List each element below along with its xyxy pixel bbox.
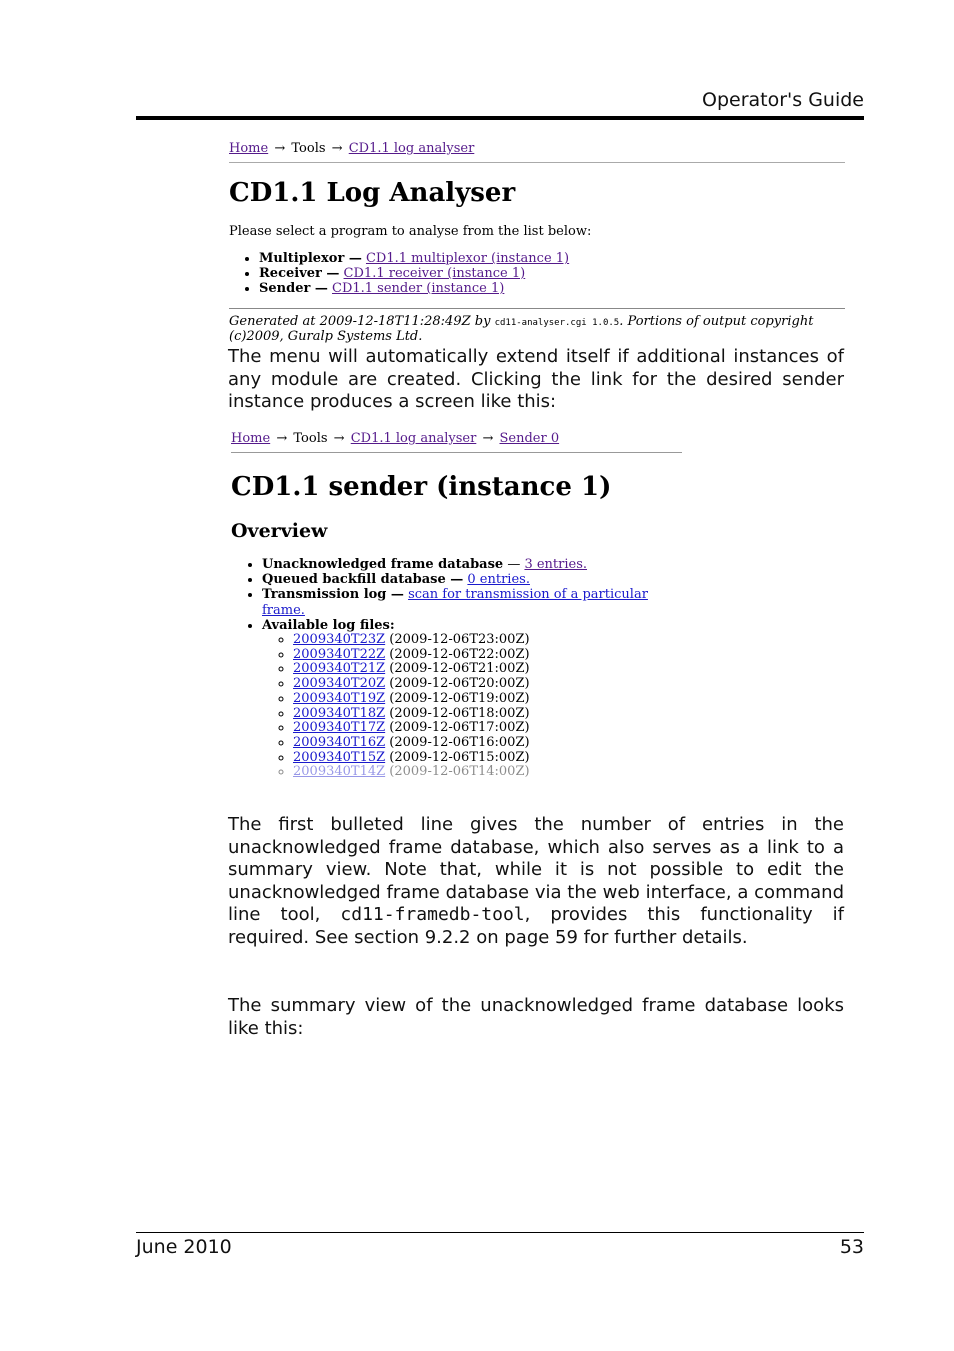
- para-text: , provides this functionality if required. See section 9.2.2 on page 59 for further details.: [228, 904, 844, 948]
- breadcrumb-tools: Tools: [291, 141, 326, 156]
- log-file-item: [293, 765, 691, 780]
- log-file-time: (2009-12-06T23:00Z): [389, 632, 530, 648]
- breadcrumb-home-link[interactable]: Home: [231, 431, 271, 446]
- log-file-item: [293, 736, 691, 751]
- log-file-link[interactable]: 2009340T21Z: [293, 661, 386, 677]
- header-rule: [136, 116, 864, 120]
- log-file-time: (2009-12-06T19:00Z): [389, 690, 530, 706]
- sender-instance-screenshot: [231, 430, 691, 780]
- list-item: [259, 281, 845, 296]
- list-item: [262, 557, 691, 572]
- section-heading: Overview: [231, 520, 328, 542]
- footer-date: June 2010: [136, 1236, 232, 1258]
- divider: [231, 452, 682, 453]
- item-sep: —: [503, 557, 525, 572]
- receiver-link[interactable]: CD1.1 receiver (instance 1): [343, 266, 526, 281]
- generated-tool: cd11-analyser.cgi 1.0.5: [494, 318, 620, 328]
- breadcrumb-home-link[interactable]: Home: [229, 141, 269, 156]
- log-file-time: (2009-12-06T22:00Z): [389, 646, 530, 662]
- breadcrumb-arrow: →: [331, 141, 343, 156]
- list-item: [262, 572, 691, 587]
- log-file-item: [293, 692, 691, 707]
- transmission-scan-link[interactable]: scan for transmission of a particular frame.: [262, 587, 648, 618]
- running-header-title: Operator's Guide: [701, 89, 864, 111]
- log-file-item: [293, 662, 691, 677]
- command-tool-name: cd11-framedb-tool: [340, 904, 525, 926]
- list-item: [262, 618, 691, 780]
- logs-label: Available log files:: [262, 617, 395, 633]
- breadcrumb-arrow: →: [333, 431, 345, 446]
- unack-entries-link[interactable]: 3 entries.: [524, 557, 588, 572]
- item-label: Sender —: [259, 281, 328, 296]
- page-title: CD1.1 Log Analyser: [229, 178, 516, 208]
- item-label: Receiver —: [259, 266, 340, 281]
- list-item: [259, 266, 845, 281]
- log-file-time: (2009-12-06T14:00Z): [389, 764, 530, 780]
- page-title: CD1.1 sender (instance 1): [231, 472, 612, 502]
- breadcrumb-arrow: →: [276, 431, 288, 446]
- list-item: [259, 251, 845, 266]
- breadcrumb: [231, 430, 691, 448]
- breadcrumb-tools: Tools: [293, 431, 328, 446]
- breadcrumb: [229, 140, 845, 158]
- log-file-link[interactable]: 2009340T14Z: [293, 764, 386, 780]
- paragraph-first-bullet: [228, 814, 844, 950]
- paragraph-menu-extend: The menu will automatically extend itself if additional instances of any module are created. Clicking the link for the desired sender instance produces a screen like this:: [228, 346, 844, 413]
- log-file-time: (2009-12-06T18:00Z): [389, 705, 530, 721]
- log-file-item: [293, 633, 691, 648]
- para-text: The first bulleted line gives the number of entries in the unacknowledged frame database, which also serves as a link to a summary view. Note that, while it is not possible to edit the unacknowledged frame database via the web interface, a command line tool,: [228, 814, 844, 926]
- log-file-item: [293, 751, 691, 766]
- log-file-time: (2009-12-06T15:00Z): [389, 749, 530, 765]
- breadcrumb-arrow: →: [482, 431, 494, 446]
- generated-note: [229, 315, 845, 344]
- log-analyser-screenshot: [229, 140, 845, 344]
- log-file-time: (2009-12-06T21:00Z): [389, 661, 530, 677]
- log-file-link[interactable]: 2009340T22Z: [293, 646, 386, 662]
- log-file-link[interactable]: 2009340T23Z: [293, 632, 386, 648]
- log-file-item: [293, 648, 691, 663]
- log-file-time: (2009-12-06T17:00Z): [389, 720, 530, 736]
- list-item: [262, 587, 691, 617]
- log-file-link[interactable]: 2009340T15Z: [293, 749, 386, 765]
- item-label: Unacknowledged frame database: [262, 557, 504, 572]
- program-list: [229, 251, 845, 296]
- breadcrumb-arrow: →: [274, 141, 286, 156]
- log-file-list: [262, 633, 691, 780]
- item-label: Multiplexor —: [259, 251, 362, 266]
- generated-prefix: Generated at 2009-12-18T11:28:49Z by: [229, 314, 491, 329]
- backfill-entries-link[interactable]: 0 entries.: [467, 572, 530, 588]
- log-file-link[interactable]: 2009340T17Z: [293, 720, 386, 736]
- log-file-time: (2009-12-06T20:00Z): [389, 676, 530, 692]
- breadcrumb-sender-link[interactable]: Sender 0: [499, 431, 560, 446]
- footer-rule: [136, 1232, 864, 1233]
- item-label: Queued backfill database —: [262, 572, 464, 588]
- divider: [229, 162, 845, 163]
- log-file-link[interactable]: 2009340T18Z: [293, 705, 386, 721]
- overview-list: [231, 557, 691, 780]
- log-file-item: [293, 721, 691, 736]
- log-file-item: [293, 707, 691, 722]
- log-file-link[interactable]: 2009340T16Z: [293, 734, 386, 750]
- breadcrumb-analyser-link[interactable]: CD1.1 log analyser: [350, 431, 477, 446]
- paragraph-summary-view: The summary view of the unacknowledged frame database looks like this:: [228, 995, 844, 1039]
- log-file-link[interactable]: 2009340T19Z: [293, 690, 386, 706]
- page-number: 53: [839, 1236, 864, 1258]
- item-label: Transmission log —: [262, 587, 404, 603]
- multiplexor-link[interactable]: CD1.1 multiplexor (instance 1): [365, 251, 570, 266]
- breadcrumb-analyser-link[interactable]: CD1.1 log analyser: [348, 141, 475, 156]
- log-file-item: [293, 677, 691, 692]
- log-file-time: (2009-12-06T16:00Z): [389, 734, 530, 750]
- sender-link[interactable]: CD1.1 sender (instance 1): [332, 281, 505, 296]
- divider: [229, 308, 845, 309]
- intro-text: Please select a program to analyse from the list below:: [229, 224, 592, 239]
- log-file-link[interactable]: 2009340T20Z: [293, 676, 386, 692]
- generated-suffix: . Portions of output copyright (c)2009, Guralp Systems Ltd.: [229, 314, 814, 344]
